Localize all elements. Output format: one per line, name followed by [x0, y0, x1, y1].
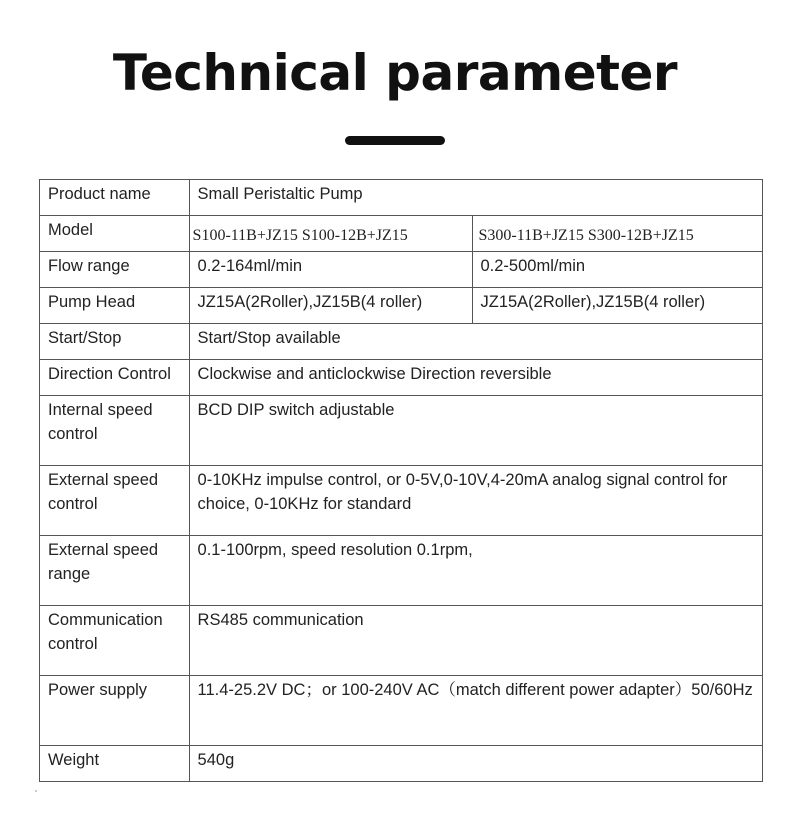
row-value: 0.1-100rpm, speed resolution 0.1rpm,	[189, 536, 762, 606]
row-label: Product name	[40, 180, 190, 216]
table-row	[40, 746, 763, 782]
row-label: Internal speed control	[40, 396, 190, 466]
row-label: External speed range	[40, 536, 190, 606]
row-value: 540g	[189, 746, 762, 782]
row-label: Communication control	[40, 606, 190, 676]
row-value: Clockwise and anticlockwise Direction reversible	[189, 360, 762, 396]
table-row	[40, 360, 763, 396]
table-row	[40, 676, 763, 746]
row-value: 11.4-25.2V DC；or 100-240V AC（match different power adapter）50/60Hz	[189, 676, 762, 746]
row-label: Model	[40, 216, 190, 252]
stray-mark	[35, 790, 37, 792]
table-row	[40, 180, 763, 216]
row-label: Pump Head	[40, 288, 190, 324]
row-value: BCD DIP switch adjustable	[189, 396, 762, 466]
row-value: Small Peristaltic Pump	[189, 180, 762, 216]
row-label: Weight	[40, 746, 190, 782]
row-label: Start/Stop	[40, 324, 190, 360]
row-value-a: JZ15A(2Roller),JZ15B(4 roller)	[189, 288, 472, 324]
row-value-b: S300-11B+JZ15 S300-12B+JZ15	[472, 216, 763, 252]
row-value: Start/Stop available	[189, 324, 762, 360]
row-label: Power supply	[40, 676, 190, 746]
row-label: Direction Control	[40, 360, 190, 396]
table-row	[40, 288, 763, 324]
table-row	[40, 466, 763, 536]
row-value-a: 0.2-164ml/min	[189, 252, 472, 288]
table-row	[40, 396, 763, 466]
row-value-b: 0.2-500ml/min	[472, 252, 763, 288]
row-value: 0-10KHz impulse control, or 0-5V,0-10V,4-20mA analog signal control for choice, 0-10KHz for standard	[189, 466, 762, 536]
table-row	[40, 252, 763, 288]
row-label: Flow range	[40, 252, 190, 288]
page-title: Technical parameter	[112, 44, 678, 102]
table-row	[40, 216, 763, 252]
row-value-b: JZ15A(2Roller),JZ15B(4 roller)	[472, 288, 763, 324]
parameter-table	[39, 179, 763, 782]
table-row	[40, 536, 763, 606]
row-label: External speed control	[40, 466, 190, 536]
table-row	[40, 606, 763, 676]
row-value-a: S100-11B+JZ15 S100-12B+JZ15	[189, 216, 472, 252]
table-row	[40, 324, 763, 360]
title-underline	[345, 136, 445, 145]
row-value: RS485 communication	[189, 606, 762, 676]
